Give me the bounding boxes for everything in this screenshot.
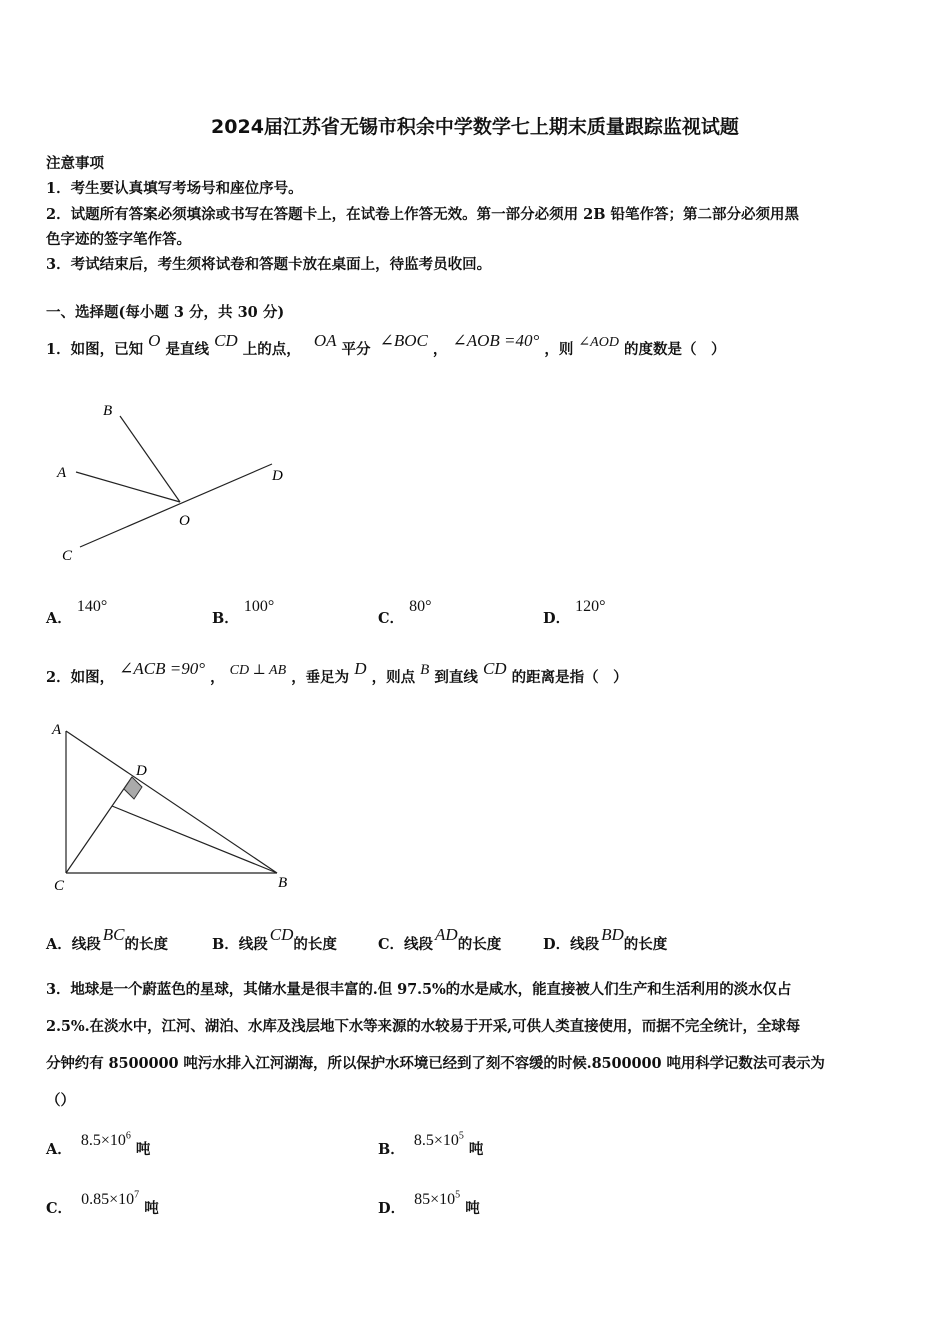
option-tail: 的长度 [293, 936, 337, 953]
q2-option-a [46, 925, 168, 954]
side-ab [66, 731, 277, 873]
q1-text: 1．如图，已知 [46, 341, 144, 358]
notice-item-2-line-1: 2．试题所有答案必须填涂或书写在答题卡上，在试卷上作答无效。第一部分必须用 2B 铅笔作答；第二部分必须用黑 [46, 206, 800, 223]
q1-math-boc: ∠BOC [379, 331, 428, 350]
ray-ob [120, 416, 180, 502]
option-unit: 吨 [465, 1200, 480, 1217]
q1-text: 平分 [341, 341, 371, 358]
q2-math-d: D [354, 659, 367, 678]
option-unit: 吨 [468, 1141, 484, 1158]
option-exponent: 5 [455, 1189, 461, 1201]
option-base: 8.5×10 [80, 1132, 126, 1149]
q1-option-b [212, 598, 275, 628]
q2-label-d: D [136, 763, 147, 779]
q2-text: 到直线 [434, 669, 478, 686]
q1-stem [46, 331, 726, 359]
option-letter: A． [46, 610, 72, 627]
option-letter: C．线段 [378, 936, 434, 953]
segment-cd [66, 777, 132, 873]
option-exponent: 6 [125, 1130, 131, 1142]
option-letter: D． [378, 1200, 406, 1217]
q3-line-2: 2.5%.在淡水中，江河、湖泊、水库及浅层地下水等来源的水较易于开采,可供人类直接使用，而据不完全统计，全球每 [46, 1018, 801, 1035]
notice-item-3: 3．考试结束后，考生须将试卷和答题卡放在桌面上，待监考员收回。 [46, 256, 492, 273]
option-tail: 的长度 [623, 936, 668, 953]
q2-label-a: A [52, 722, 62, 738]
q2-text: 的距离是指（ ） [511, 669, 628, 686]
q2-option-b [212, 925, 337, 954]
option-exponent: 5 [458, 1130, 464, 1142]
notice-item-1: 1．考生要认真填写考场号和座位序号。 [46, 180, 303, 197]
option-letter: D． [543, 610, 571, 627]
option-letter: B． [378, 1141, 405, 1158]
option-value: 120° [575, 598, 606, 615]
option-segment: AD [435, 925, 458, 944]
q2-math-b: B [420, 662, 430, 678]
q3-line-1: 3．地球是一个蔚蓝色的星球，其储水量是很丰富的.但 97.5%的水是咸水，能直接被人们生产和生活利用的淡水仅占 [46, 981, 792, 998]
option-letter: B． [212, 610, 239, 627]
q1-option-d [543, 598, 606, 628]
q1-math-o: O [148, 331, 161, 350]
q2-math-acb: ∠ACB =90° [119, 659, 206, 678]
q1-label-d: D [272, 468, 283, 484]
q3-stem [46, 979, 906, 1127]
q2-option-d [543, 925, 668, 954]
q1-label-a: A [57, 465, 67, 481]
q2-stem [46, 659, 628, 687]
option-segment: CD [269, 925, 294, 944]
q2-label-b: B [278, 875, 288, 891]
option-letter: A．线段 [46, 936, 101, 953]
q2-text: ， [210, 669, 225, 686]
q1-option-a [46, 598, 108, 628]
q2-text: ，垂足为 [291, 669, 350, 686]
q1-text: 上的点， [242, 341, 301, 358]
option-segment: BD [601, 925, 624, 944]
q3-line-3: 分钟约有 8500000 吨污水排入江河湖海，所以保护水环境已经到了刻不容缓的时候.8500000 吨用科学记数法可表示为 [46, 1055, 825, 1072]
option-base: 8.5×10 [413, 1132, 459, 1149]
segment-to-b [112, 806, 277, 873]
q3-option-b [378, 1130, 484, 1159]
option-base: 0.85×10 [81, 1191, 135, 1208]
line-cd [80, 464, 272, 547]
q1-math-cd: CD [214, 331, 238, 350]
q1-text: ，则 [544, 341, 574, 358]
q3-option-c [46, 1189, 159, 1218]
q1-math-oa: OA [313, 331, 337, 350]
option-letter: C． [46, 1200, 73, 1217]
q1-figure [40, 390, 300, 570]
option-unit: 吨 [135, 1141, 151, 1158]
q1-label-c: C [62, 548, 73, 564]
q2-option-c [378, 925, 502, 954]
q1-math-aod: ∠AOD [578, 335, 619, 350]
q2-text: 2．如图， [46, 669, 115, 686]
q1-math-aob: ∠AOB =40° [452, 331, 540, 350]
option-segment: BC [102, 925, 125, 944]
option-tail: 的长度 [457, 936, 502, 953]
option-unit: 吨 [144, 1200, 159, 1217]
option-letter: B．线段 [212, 936, 268, 953]
option-value: 80° [409, 598, 432, 615]
q1-text: 是直线 [165, 341, 209, 358]
notice-heading: 注意事项 [46, 155, 104, 172]
option-exponent: 7 [134, 1189, 140, 1201]
option-letter: C． [378, 610, 405, 627]
q2-math-perp: CD ⊥ AB [229, 663, 287, 678]
option-letter: A． [46, 1141, 72, 1158]
ray-oa [76, 472, 180, 502]
q1-text: 的度数是（ ） [624, 341, 726, 358]
section-heading: 一、选择题(每小题 3 分，共 30 分) [46, 304, 285, 321]
notice-item-2-line-2: 色字迹的签字笔作答。 [46, 231, 191, 248]
option-base: 85×10 [414, 1191, 456, 1208]
q1-text: ， [432, 341, 448, 358]
q1-label-b: B [103, 403, 113, 419]
q2-figure [40, 715, 310, 900]
option-letter: D．线段 [543, 936, 600, 953]
option-value: 100° [243, 598, 275, 615]
q3-option-a [46, 1130, 151, 1159]
q2-label-c: C [54, 878, 65, 894]
q2-math-cd: CD [482, 659, 507, 678]
q1-label-o: O [179, 513, 190, 529]
option-value: 140° [76, 598, 108, 615]
option-tail: 的长度 [124, 936, 168, 953]
q2-text: ，则点 [371, 669, 416, 686]
page-title: 2024届江苏省无锡市积余中学数学七上期末质量跟踪监视试题 [211, 116, 739, 138]
q3-line-4: （） [46, 1092, 75, 1109]
q3-option-d [378, 1189, 480, 1218]
q1-option-c [378, 598, 432, 628]
